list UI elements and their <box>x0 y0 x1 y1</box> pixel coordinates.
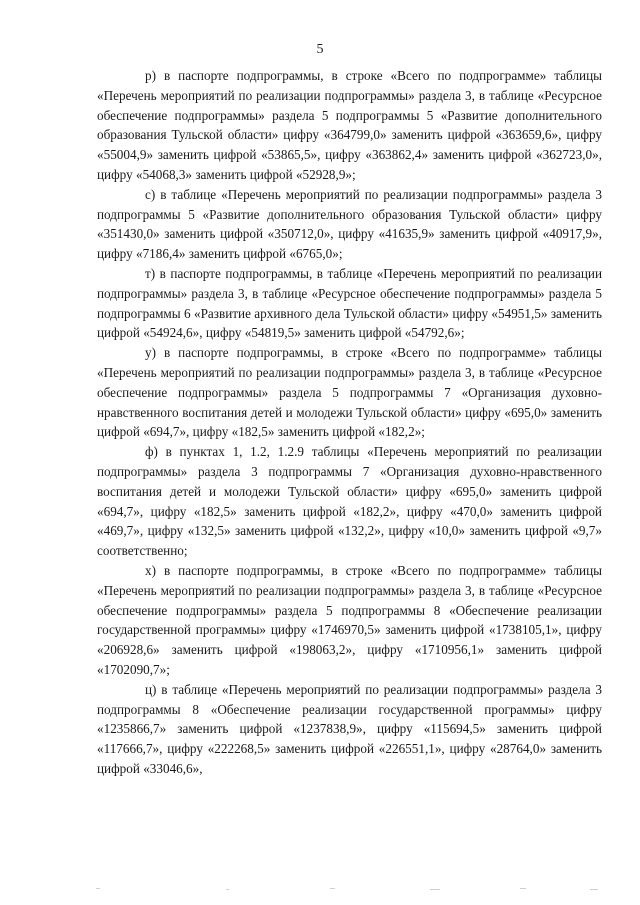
page-number: 5 <box>316 42 324 57</box>
paragraph-t: т) в паспорте подпрограммы, в таблице «Перечень мероприятий по реализации подпрограммы» раздела 3, в таблице «Ресурсное обеспечение подпрограммы» раздела 5 подпрограммы 6 «Развитие архивного дела Тульской области» цифру «54951,5» заменить цифрой «54924,6», цифру «54819,5» заменить цифрой «54792,6»; <box>97 265 602 341</box>
document-body <box>97 66 602 779</box>
paragraph-u: у) в паспорте подпрограммы, в строке «Всего по подпрограмме» таблицы «Перечень мероприятий по реализации подпрограммы» раздела 3, в таблице «Ресурсное обеспечение подпрограммы» раздела 5 подпрограммы 7 «Организация духовно-нравственного воспитания детей и молодежи Тульской области» цифру «695,0» заменить цифрой «694,7», цифру «182,5» заменить цифрой «182,2»; <box>97 345 602 440</box>
paragraph-kh: х) в паспорте подпрограммы, в строке «Всего по подпрограмме» таблицы «Перечень мероприятий по реализации подпрограммы» раздела 3, в таблице «Ресурсное обеспечение подпрограммы» раздела 5 подпрограммы 8 «Обеспечение реализации государственной программы» цифру «1746970,5» заменить цифрой «1738105,1», цифру «206928,6» заменить цифрой «198063,2», цифру «1710956,1» заменить цифрой «1702090,7»; <box>97 562 602 677</box>
paragraph-r: р) в паспорте подпрограммы, в строке «Всего по подпрограмме» таблицы «Перечень мероприятий по реализации подпрограммы» раздела 3, в таблице «Ресурсное обеспечение подпрограммы» раздела 5 подпрограммы 5 «Развитие дополнительного образования Тульской области» цифру «364799,0» заменить цифрой «363659,6», цифру «55004,9» заменить цифрой «53865,5», цифру «363862,4» заменить цифрой «362723,0», цифру «54068,3» заменить цифрой «52928,9»; <box>97 68 602 182</box>
paragraph-ts: ц) в таблице «Перечень мероприятий по реализации подпрограммы» раздела 3 подпрограммы 8 «Обеспечение реализации государственной программы» цифру «1235866,7» заменить цифрой «1237838,9», цифру «115694,5» заменить цифрой «117666,7», цифру «222268,5» заменить цифрой «226551,1», цифру «28764,0» заменить цифрой «33046,6», <box>97 681 602 776</box>
paragraph-s: с) в таблице «Перечень мероприятий по реализации подпрограммы» раздела 3 подпрограммы 5 «Развитие дополнительного образования Тульской области» цифру «351430,0» заменить цифрой «350712,0», цифру «41635,9» заменить цифрой «40917,9», цифру «7186,4» заменить цифрой «6765,0»; <box>97 186 602 262</box>
scan-artifact-marks <box>0 886 640 896</box>
paragraph-f: ф) в пунктах 1, 1.2, 1.2.9 таблицы «Перечень мероприятий по реализации подпрограммы» раздела 3 подпрограммы 7 «Организация духовно-нравственного воспитания детей и молодежи Тульской области» цифру «695,0» заменить цифрой «694,7», цифру «182,5» заменить цифрой «182,2», цифру «470,0» заменить цифрой «469,7», цифру «132,5» заменить цифрой «132,2», цифру «10,0» заменить цифрой «9,7» соответственно; <box>97 444 602 559</box>
